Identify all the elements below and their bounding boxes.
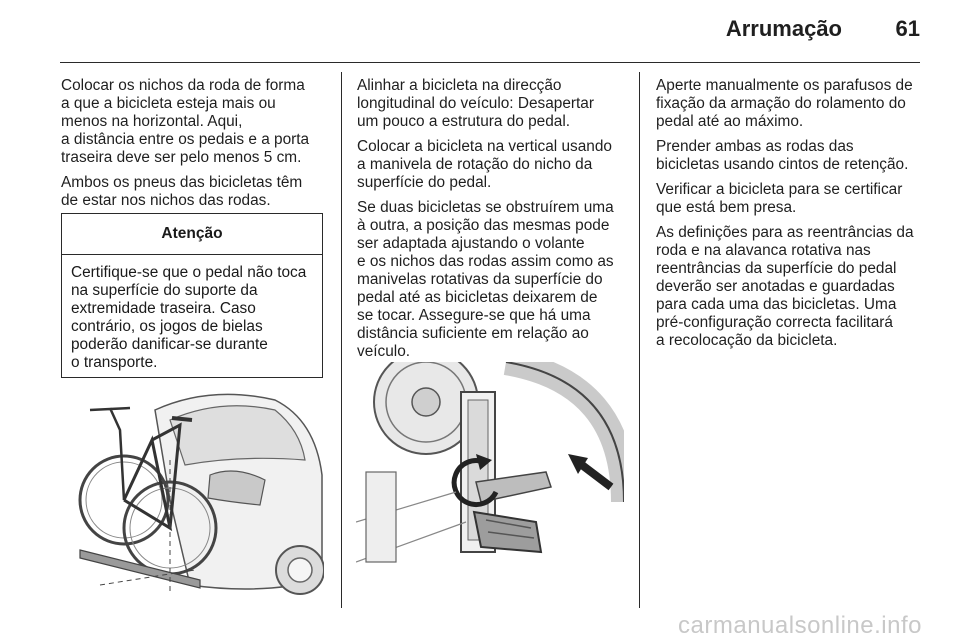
pedal-detail-illustration: [356, 362, 624, 582]
paragraph: Se duas bicicletas se obstruírem uma à outra, a posição das mesmas pode ser adaptada ajustando o volante e os nichos das rodas assim como as manivelas rotativas da superfície do pedal até as bicicletas deixarem de se tocar. Assegure-se que há uma distância suficiente em relação ao veículo.: [357, 199, 614, 360]
paragraph: Alinhar a bicicleta na direcção longitudinal do veículo: Desapertar um pouco a estrutura do pedal.: [357, 77, 594, 130]
warning-body: Certifique-se que o pedal não toca na superfície do suporte da extremidade traseira. Caso contrário, os jogos de bielas poderão danificar-se durante o transporte.: [71, 264, 307, 371]
section-title: Arrumação: [725, 16, 842, 41]
paragraph: Colocar os nichos da roda de forma a que a bicicleta esteja mais ou menos na horizontal. Aqui, a distância entre os pedais e a porta traseira deve ser pelo menos 5 cm.: [61, 77, 310, 166]
header-divider: [60, 62, 920, 63]
left-column: [61, 77, 331, 217]
car-with-bicycle-drawing: [60, 380, 324, 598]
page-number: 61: [895, 16, 920, 41]
warning-title: Atenção: [62, 214, 322, 255]
bike-carrier-illustration: [60, 380, 324, 598]
column-divider-right: [639, 72, 640, 608]
paragraph: Colocar a bicicleta na vertical usando a manivela de rotação do nicho da superfície do pedal.: [357, 138, 612, 191]
paragraph: Ambos os pneus das bicicletas têm de estar nos nichos das rodas.: [61, 174, 303, 209]
middle-column: [357, 77, 627, 368]
paragraph: Prender ambas as rodas das bicicletas usando cintos de retenção.: [656, 138, 909, 173]
paragraph: As definições para as reentrâncias da roda e na alavanca rotativa nas reentrâncias da superfície do pedal deverão ser anotadas e guardadas para cada uma das bicicletas. Uma pré-configuração correcta facilitará a recolocação da bicicleta.: [656, 224, 914, 349]
watermark: carmanualsonline.info: [678, 612, 922, 639]
right-column: [656, 77, 931, 357]
warning-box: [61, 213, 323, 378]
paragraph: Aperte manualmente os parafusos de fixação da armação do rolamento do pedal até ao máximo.: [656, 77, 913, 130]
paragraph: Verificar a bicicleta para se certificar que está bem presa.: [656, 181, 903, 216]
page-header: [0, 0, 960, 64]
pedal-mount-drawing: [356, 362, 624, 582]
column-divider-left: [341, 72, 342, 608]
